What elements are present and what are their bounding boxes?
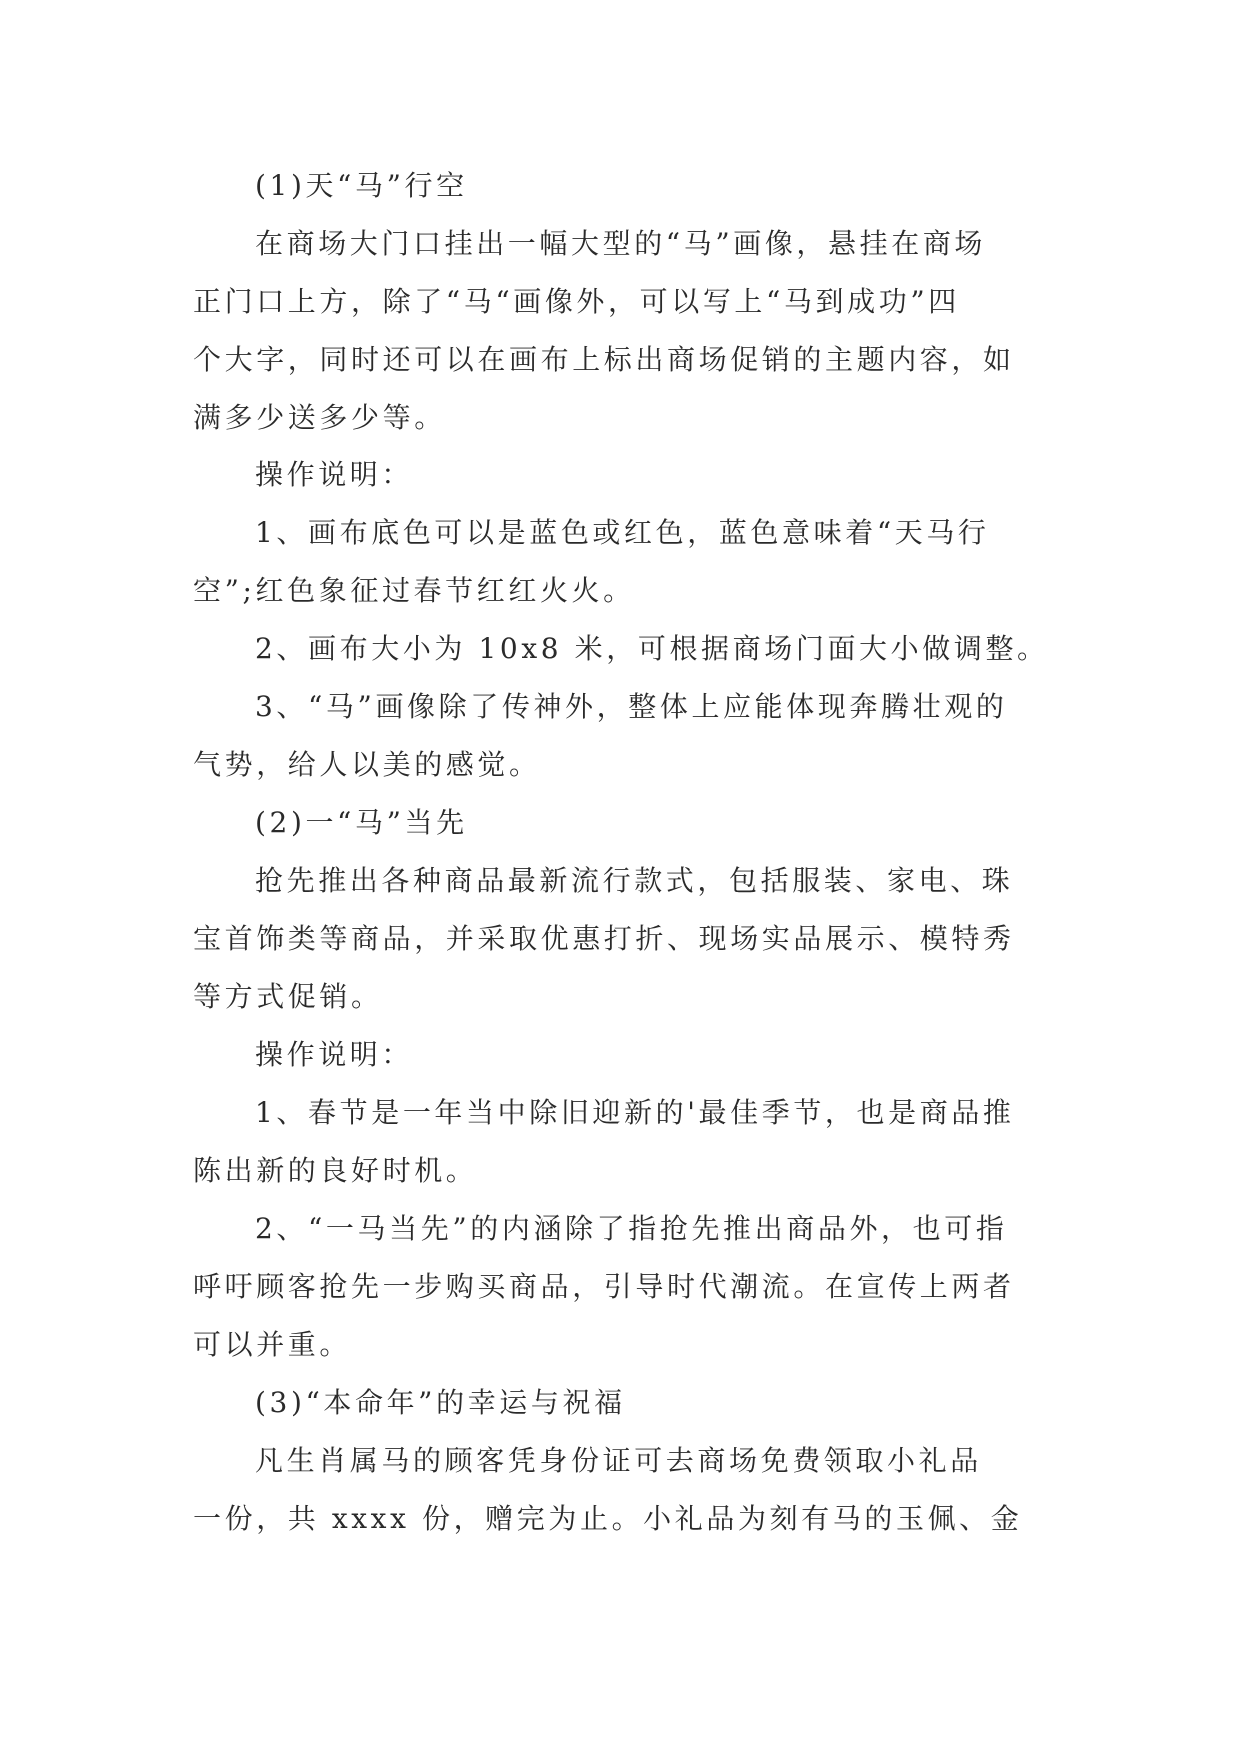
paragraph-line: 抢先推出各种商品最新流行款式，包括服装、家电、珠 — [255, 864, 1014, 897]
paragraph-line: 凡生肖属马的顾客凭身份证可去商场免费领取小礼品 — [255, 1444, 982, 1477]
list-item-line: 2、画布大小为 10x8 米，可根据商场门面大小做调整。 — [255, 632, 1049, 665]
list-item-line: 空”;红色象征过春节红红火火。 — [193, 574, 635, 607]
list-item-line: 2、“一马当先”的内涵除了指抢先推出商品外，也可指 — [255, 1212, 1008, 1245]
paragraph-line: 满多少送多少等。 — [193, 401, 446, 434]
paragraph-line: 个大字，同时还可以在画布上标出商场促销的主题内容，如 — [193, 343, 1015, 376]
subheading-instructions: 操作说明： — [255, 1038, 414, 1071]
list-item-line: 3、“马”画像除了传神外，整体上应能体现奔腾壮观的 — [255, 690, 1008, 723]
paragraph-line: 宝首饰类等商品，并采取优惠打折、现场实品展示、模特秀 — [193, 922, 1015, 955]
paragraph-line: 正门口上方，除了“马“画像外，可以写上“马到成功”四 — [193, 285, 960, 318]
section-heading-1: (1)天“马”行空 — [255, 169, 468, 202]
subheading-instructions: 操作说明： — [255, 458, 414, 491]
list-item-line: 呼吁顾客抢先一步购买商品，引导时代潮流。在宣传上两者 — [193, 1270, 1015, 1303]
list-item-line: 气势，给人以美的感觉。 — [193, 748, 541, 781]
paragraph-line: 等方式促销。 — [193, 980, 383, 1013]
list-item-line: 陈出新的良好时机。 — [193, 1154, 478, 1187]
list-item-line: 可以并重。 — [193, 1328, 352, 1361]
paragraph-line: 在商场大门口挂出一幅大型的“马”画像，悬挂在商场 — [255, 227, 987, 260]
paragraph-line: 一份，共 xxxx 份，赠完为止。小礼品为刻有马的玉佩、金 — [193, 1502, 1023, 1535]
list-item-line: 1、春节是一年当中除旧迎新的'最佳季节，也是商品推 — [255, 1096, 1015, 1129]
section-heading-2: (2)一“马”当先 — [255, 806, 468, 839]
section-heading-3: (3)“本命年”的幸运与祝福 — [255, 1386, 626, 1419]
list-item-line: 1、画布底色可以是蓝色或红色，蓝色意味着“天马行 — [255, 516, 990, 549]
